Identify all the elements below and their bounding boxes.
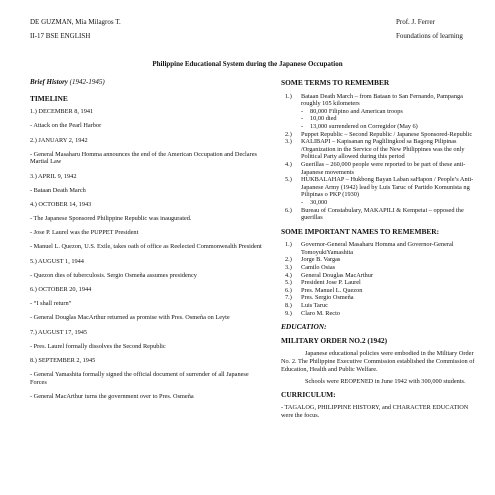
timeline-list xyxy=(30,108,262,400)
term-subitem: - 80,000 Filipino and American troops xyxy=(301,108,481,116)
name-item xyxy=(281,302,481,310)
timeline-entry: - General Yamashita formally signed the official document of surrender of all Japanese Forces xyxy=(30,371,249,386)
brief-history-title: Brief History xyxy=(30,78,68,86)
timeline-entry: 7.) AUGUST 17, 1945 xyxy=(30,328,88,336)
terms-list xyxy=(281,93,481,108)
education-heading: EDUCATION: xyxy=(281,322,327,332)
timeline-entry: - Pres. Laurel formally dissolves the Second Republic xyxy=(30,342,166,350)
terms-heading: SOME TERMS TO REMEMBER xyxy=(281,78,390,87)
term-item xyxy=(281,93,481,108)
name-text: Jorge B. Vargas xyxy=(301,256,341,264)
timeline-entry: - The Japanese Sponsored Philippine Republic was inaugurated. xyxy=(30,215,192,223)
timeline-entry: 1.) DECEMBER 8, 1941 xyxy=(30,108,94,116)
term-number: 3.) xyxy=(285,138,292,146)
timeline-entry: - “I shall return” xyxy=(30,300,72,308)
terms-list xyxy=(281,131,481,199)
right-column xyxy=(281,79,481,420)
left-column xyxy=(30,79,262,407)
term-subitem: - 30,000 xyxy=(301,199,481,207)
timeline-entry: 5.) AUGUST 1, 1944 xyxy=(30,257,84,265)
timeline-entry: - Quezon dies of tuberculosis. Sergio Osmeña assumes presidency xyxy=(30,271,197,279)
term-number: 4.) xyxy=(285,160,292,168)
name-item xyxy=(281,287,481,295)
name-item xyxy=(281,279,481,287)
term-text: Puppet Republic – Second Republic / Japanese Sponsored-Republic xyxy=(301,130,473,138)
schools-reopened-paragraph: Schools were REOPENED in June 1942 with 300,000 students. xyxy=(305,378,466,386)
term-item xyxy=(281,131,481,139)
term-text: Bataan Death March – from Bataan to San Fernando, Pampanga roughly 105 kilometers xyxy=(301,92,463,108)
timeline-entry: - Bataan Death March xyxy=(30,186,86,194)
document-title: Philippine Educational System during the Japanese Occupation xyxy=(152,60,343,68)
timeline-entry: - General Douglas MacArthur returned as promise with Pres. Osmeña on Leyte xyxy=(30,314,230,322)
term-number: 1.) xyxy=(285,92,292,100)
military-order-heading: MILITARY ORDER NO.2 (1942) xyxy=(281,335,388,345)
name-item xyxy=(281,256,481,264)
term-text: Guerillas – 260,000 people were reported to be part of these anti-Japanese movements xyxy=(301,160,466,176)
professor-name: Prof. J. Ferrer xyxy=(396,18,435,26)
name-text: President Jose P. Laurel xyxy=(301,279,361,287)
timeline-entry: 8.) SEPTEMBER 2, 1945 xyxy=(30,356,96,364)
student-name: DE GUZMAN, Mia Milagros T. xyxy=(30,18,121,26)
brief-history-heading xyxy=(30,79,262,87)
term-item xyxy=(281,138,481,161)
term-subitem: - 13,000 surrendered on Corregidor (May 6) xyxy=(301,123,481,131)
name-item xyxy=(281,294,481,302)
timeline-entry: 3.) APRIL 9, 1942 xyxy=(30,172,77,180)
term-sublist xyxy=(281,108,481,131)
curriculum-heading: CURRICULUM: xyxy=(281,389,336,399)
terms-list xyxy=(281,207,481,222)
course-name: Foundations of learning xyxy=(396,32,463,40)
term-sublist xyxy=(281,199,481,207)
timeline-entry: 6.) OCTOBER 20, 1944 xyxy=(30,286,92,294)
name-text: Pres. Sergio Osmeña xyxy=(301,294,354,302)
name-item xyxy=(281,241,481,256)
term-number: 2.) xyxy=(285,130,292,138)
name-text: Luis Taruc xyxy=(301,302,328,310)
name-text: Camilo Osias xyxy=(301,264,336,272)
term-subitem: - 10,00 died xyxy=(301,115,481,123)
name-number: 2.) xyxy=(285,256,292,264)
term-text: Bureau of Constabulary, MAKAPILI & Kempetai – opposed the guerillas xyxy=(301,206,464,222)
brief-history-years: (1942-1945) xyxy=(69,78,105,86)
name-text: General Douglas MacArthur xyxy=(301,271,374,279)
term-text: HUKBALAHAP – Hukbong Bayan Laban saHapon / People’s Anti-Japanese Army (1942) lead by Luis Taruc of Partido Komunista ng Pilipinas o PKP (1930) xyxy=(301,176,474,199)
names-heading: SOME IMPORTANT NAMES TO REMEMBER: xyxy=(281,226,440,236)
timeline-entry: 4.) OCTOBER 14, 1943 xyxy=(30,200,92,208)
timeline-heading: TIMELINE xyxy=(30,93,68,103)
name-number: 6.) xyxy=(285,286,292,294)
military-order-paragraph: Japanese educational policies were embodied in the Military Order No. 2. The Philippine Executive Commission established the Commission of Education, Health and Public Welfare. xyxy=(281,350,475,373)
name-number: 4.) xyxy=(285,271,292,279)
timeline-entry: 2.) JANUARY 2, 1942 xyxy=(30,136,88,144)
name-number: 5.) xyxy=(285,279,292,287)
class-section: II-17 BSE ENGLISH xyxy=(30,32,91,40)
name-number: 8.) xyxy=(285,302,292,310)
term-number: 5.) xyxy=(285,176,292,184)
term-item xyxy=(281,176,481,199)
name-item xyxy=(281,272,481,280)
timeline-entry: - General Masaharu Homma announces the end of the American Occupation and Declares Martial Law xyxy=(30,150,257,166)
name-item xyxy=(281,264,481,272)
name-number: 3.) xyxy=(285,264,292,272)
name-item xyxy=(281,310,481,318)
term-text: KALIBAPI – Kapisanan ng Paglilingkod sa Bagong Pilipinas /Organization in the Service of the New Philippines was the only Political Party allowed during this period xyxy=(301,138,465,161)
timeline-entry: - Attack on the Pearl Harbor xyxy=(30,122,102,130)
term-item xyxy=(281,161,481,176)
name-number: 9.) xyxy=(285,309,292,317)
name-text: Governor-General Masaharu Homma and Governor-General TomoyukiYamashita xyxy=(301,241,454,256)
timeline-entry: - Manuel L. Quezon, U.S. Exile, takes oath of office as Reelected Commonwealth President xyxy=(30,243,262,251)
timeline-entry: - Jose P. Laurel was the PUPPET President xyxy=(30,229,139,237)
names-list xyxy=(281,241,481,317)
term-number: 6.) xyxy=(285,206,292,214)
timeline-entry: - General MacArthur turns the government over to Pres. Osmeña xyxy=(30,392,194,400)
curriculum-text: - TAGALOG, PHILIPPINE HISTORY, and CHARACTER EDUCATION were the focus. xyxy=(281,404,469,419)
name-number: 1.) xyxy=(285,241,292,249)
name-number: 7.) xyxy=(285,294,292,302)
name-text: Pres. Manuel L. Quezon xyxy=(301,286,363,294)
name-text: Claro M. Recto xyxy=(301,309,340,317)
term-item xyxy=(281,207,481,222)
